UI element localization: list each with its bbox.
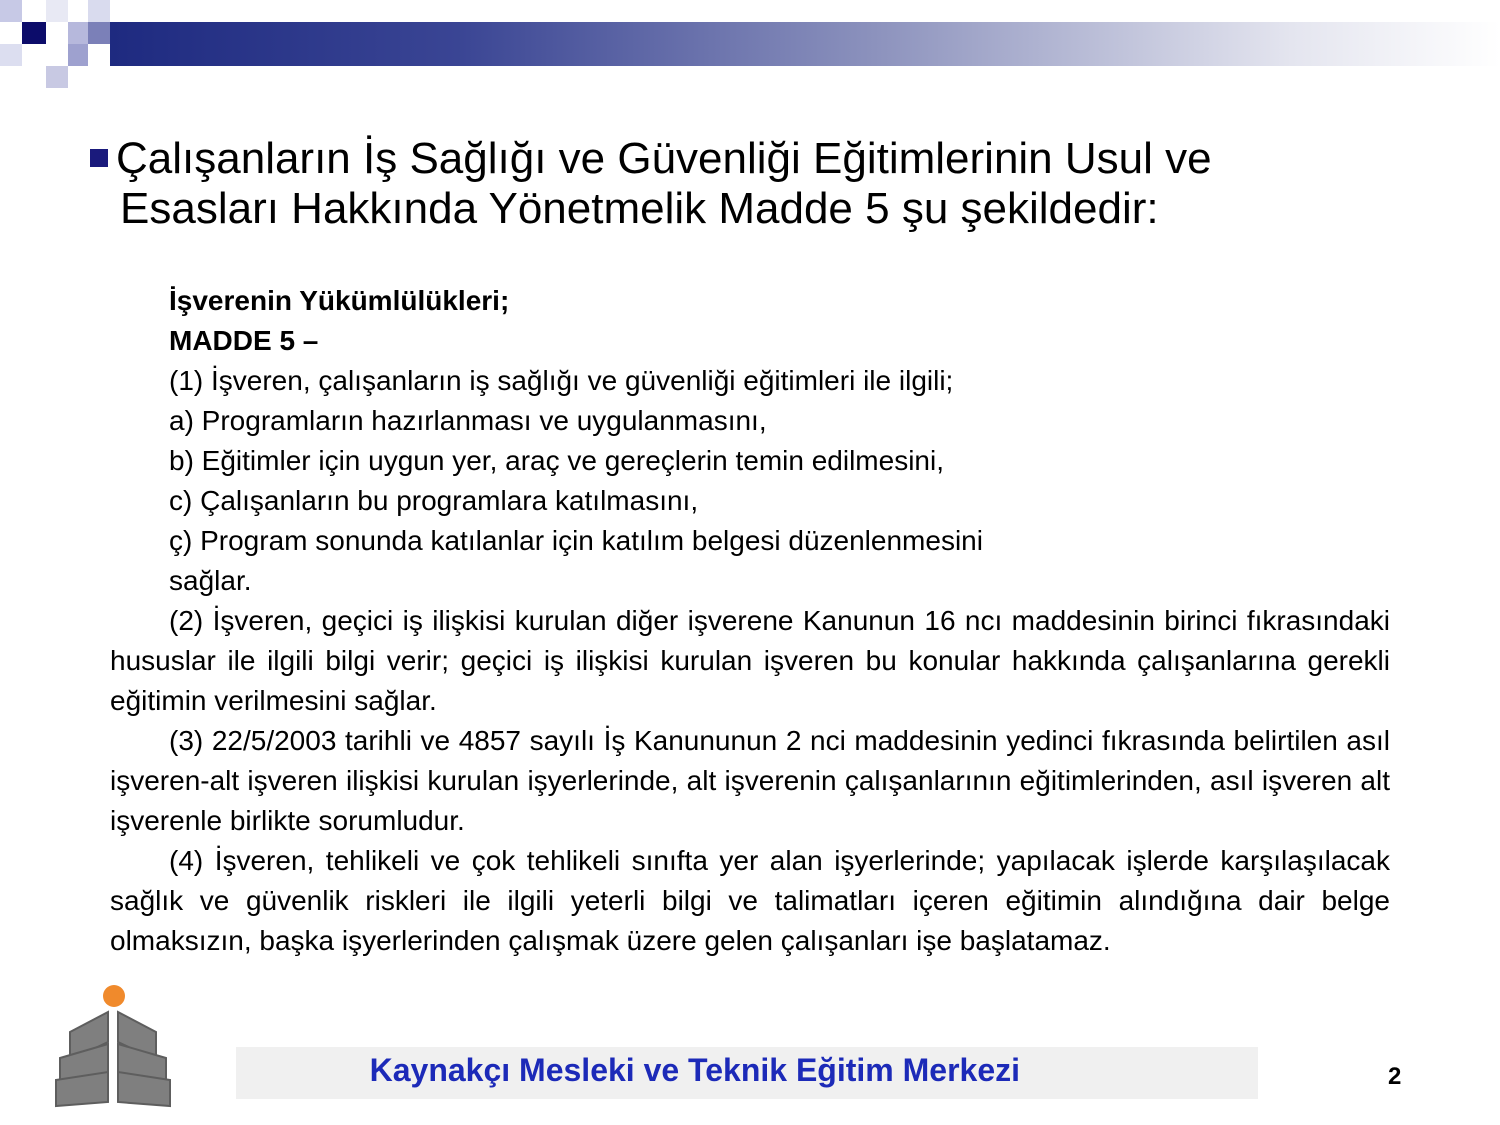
header-square	[88, 22, 110, 44]
clause-1c: c) Çalışanların bu programlara katılmasını,	[169, 485, 699, 516]
clause-1cc: ç) Program sonunda katılanlar için katılım belgesi düzenlenmesini	[169, 525, 983, 556]
clause-1a: a) Programların hazırlanması ve uygulanmasını,	[169, 405, 767, 436]
section-heading: İşverenin Yükümlülükleri;	[169, 285, 510, 316]
title-line-1: Çalışanların İş Sağlığı ve Güvenliği Eğitimlerinin Usul ve	[116, 134, 1212, 183]
page-number: 2	[1388, 1063, 1402, 1090]
clause-4: (4) İşveren, tehlikeli ve çok tehlikeli sınıfta yer alan işyerlerinde; yapılacak işlerde karşılaşılacak sağlık ve güvenlik riskleri ile ilgili yeterli bilgi ve talimatları içeren eğitimin alındığına dair belge olmaksızın, başka işyerlerinden çalışmak üzere gelen çalışanları işe başlatamaz.	[110, 845, 1390, 956]
slide-title	[90, 134, 1410, 234]
institution-logo-icon	[52, 984, 174, 1108]
header-square	[68, 44, 88, 66]
clause-3: (3) 22/5/2003 tarihli ve 4857 sayılı İş Kanununun 2 nci maddesinin yedinci fıkrasında belirtilen asıl işveren-alt işveren ilişkisi kurulan işyerlerinde, alt işverenin çalışanlarının eğitimlerinden, asıl işveren alt işverenle birlikte sorumludur.	[110, 725, 1390, 836]
header-square	[88, 0, 110, 22]
clause-1: (1) İşveren, çalışanların iş sağlığı ve güvenliği eğitimleri ile ilgili;	[169, 365, 954, 396]
header-gradient-band	[110, 22, 1500, 66]
clause-1b: b) Eğitimler için uygun yer, araç ve gereçlerin temin edilmesini,	[169, 445, 944, 476]
square-bullet-icon	[90, 149, 108, 167]
article-heading: MADDE 5 –	[169, 325, 319, 356]
clause-2: (2) İşveren, geçici iş ilişkisi kurulan diğer işverene Kanunun 16 ncı maddesinin birinci fıkrasındaki hususlar ile ilgili bilgi verir; geçici iş ilişkisi kurulan işveren bu konular hakkında çalışanlarına gerekli eğitimin verilmesini sağlar.	[110, 605, 1390, 716]
institution-name: Kaynakçı Mesleki ve Teknik Eğitim Merkezi	[369, 1052, 1020, 1088]
header-square	[22, 22, 46, 44]
regulation-text	[110, 281, 1390, 961]
header-square	[0, 44, 22, 66]
clause-1-end: sağlar.	[169, 565, 252, 596]
header-square	[0, 0, 22, 22]
header-square	[46, 0, 68, 22]
title-line-2: Esasları Hakkında Yönetmelik Madde 5 şu şekildedir:	[120, 184, 1159, 233]
header-square	[68, 22, 88, 44]
header-square	[46, 66, 68, 88]
